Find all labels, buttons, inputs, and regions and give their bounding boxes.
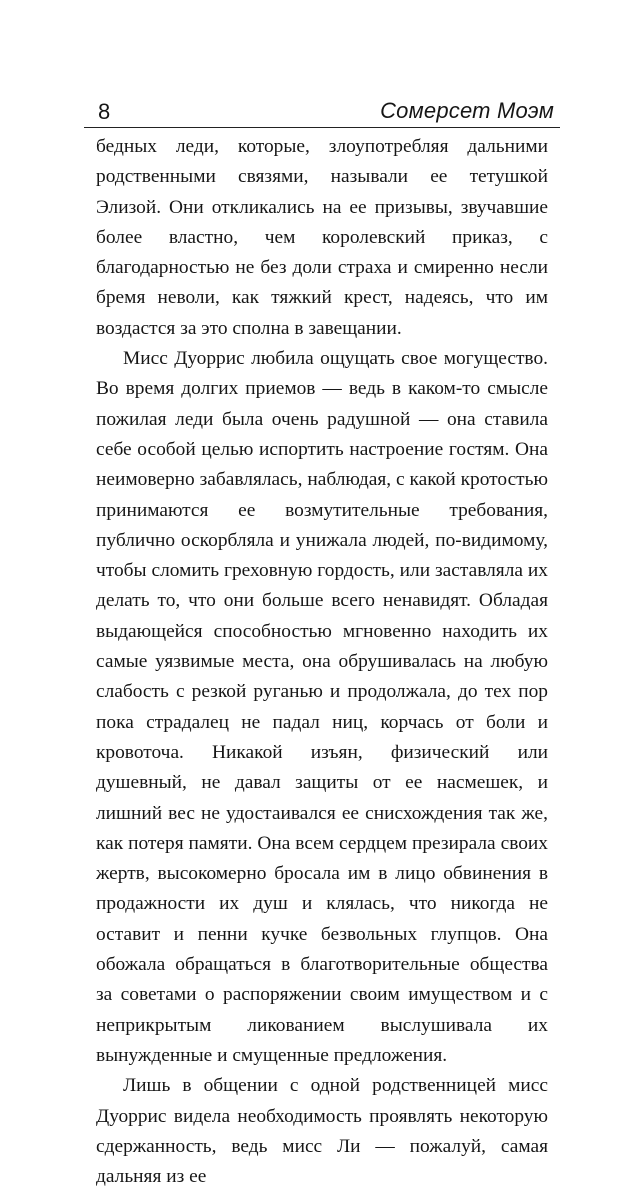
page-number: 8 xyxy=(98,99,111,124)
header-rule xyxy=(84,127,560,128)
page-header xyxy=(84,94,560,130)
body-text xyxy=(96,132,548,1192)
paragraph-3: Лишь в общении с одной родственницей мисс Дуоррис видела необходимость проявлять некоторую сдержанность, ведь мисс Ли — пожалуй, самая дальняя из ее xyxy=(96,1075,548,1188)
running-head-author: Сомерсет Моэм xyxy=(380,98,554,123)
paragraph-2: Мисс Дуоррис любила ощущать свое могущество. Во время долгих приемов — ведь в каком-то смысле пожилая леди была очень радушной — она ставила себе особой целью испортить настроение гостям. Она неимоверно забавлялась, наблюдая, с какой кротостью принимаются ее возмутительные требования, публично оскорбляла и унижала людей, по-видимому, чтобы сломить греховную гордость, или заставляла их делать то, что они больше всего ненавидят. Обладая выдающейся способностью мгновенно находить их самые уязвимые места, она обрушивалась на любую слабость с резкой руганью и продолжала, до тех пор пока страдалец не падал ниц, корчась от боли и кровоточа. Никакой изъян, физический или душевный, не давал защиты от ее насмешек, и лишний вес не удостаивался ее снисхождения так же, как потеря памяти. Она всем сердцем презирала своих жертв, высокомерно бросала им в лицо обвинения в продажности их душ и клялась, что никогда не оставит и пенни кучке безвольных глупцов. Она обожала обращаться в благотворительные общества за советами о распоряжении своим имуществом и с неприкрытым ликованием выслушивала их вынужденные и смущенные предложения. xyxy=(96,348,548,1066)
paragraph-1: бедных леди, которые, злоупотребляя дальними родственными связями, называли ее тетушкой Элизой. Они откликались на ее призывы, звучавшие более властно, чем королевский приказ, с благодарностью не без доли страха и смиренно несли бремя неволи, как тяжкий крест, надеясь, что им воздастся за это сполна в завещании. xyxy=(96,136,548,339)
